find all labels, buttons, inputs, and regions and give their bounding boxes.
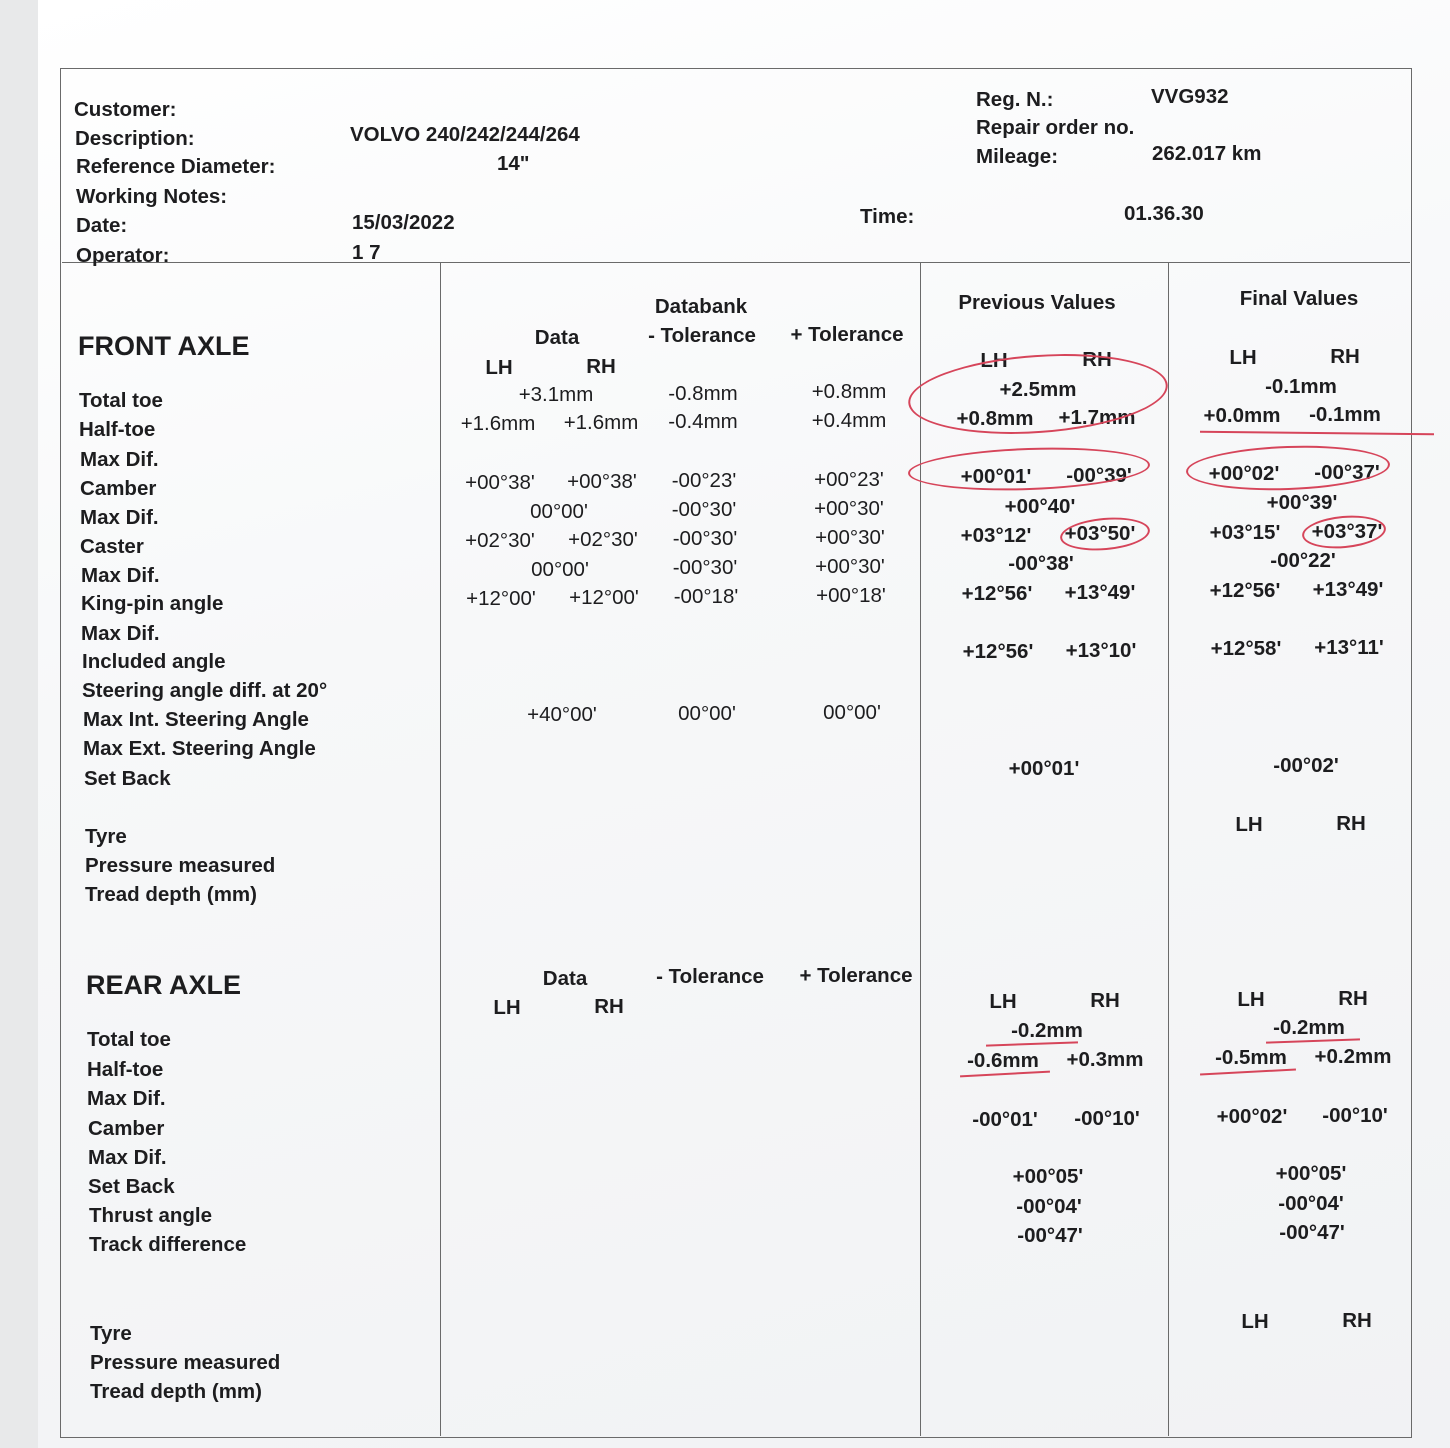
databank-camber-rh: +00°38' <box>567 470 637 493</box>
data-header: Data <box>534 326 580 349</box>
rear-final-tyre-lh: LH <box>1241 1310 1269 1333</box>
databank-lh-header: LH <box>485 356 513 379</box>
rear-databank-lh-header: LH <box>493 996 521 1019</box>
rear-final-lh-header: LH <box>1237 988 1265 1011</box>
front-set-back-label: Set Back <box>84 767 171 790</box>
databank-half-toe-plus: +0.4mm <box>811 409 887 432</box>
time-value: 01.36.30 <box>1124 202 1204 225</box>
previous-caster-lh: +03°12' <box>960 524 1032 547</box>
front-total-toe-label: Total toe <box>79 389 163 412</box>
final-caster-max: -00°22' <box>1270 549 1336 572</box>
final-caster-rh: +03°37' <box>1311 520 1383 543</box>
previous-lh-header: LH <box>980 349 1008 372</box>
rear-final-camber-lh: +00°02' <box>1216 1105 1288 1128</box>
rear-half-toe-label: Half-toe <box>87 1058 164 1081</box>
databank-caster-max-data: 00°00' <box>531 558 589 581</box>
front-half-toe-label: Half-toe <box>79 418 156 441</box>
previous-camber-max: +00°40' <box>1004 495 1076 518</box>
date-label: Date: <box>76 214 128 237</box>
databank-camber-minus: -00°23' <box>671 469 737 492</box>
front-pressure-label: Pressure measured <box>85 854 276 877</box>
rear-previous-camber-rh: -00°10' <box>1074 1107 1140 1130</box>
previous-values-header: Previous Values <box>958 291 1116 314</box>
description-value: VOLVO 240/242/244/264 <box>350 123 580 146</box>
previous-half-toe-rh: +1.7mm <box>1058 406 1136 429</box>
column-divider-previous <box>920 263 921 1436</box>
operator-value: 1 7 <box>352 241 381 264</box>
databank-caster-rh: +02°30' <box>568 528 638 551</box>
databank-rh-header: RH <box>586 355 616 378</box>
previous-total-toe: +2.5mm <box>999 378 1077 401</box>
databank-max-int-data: +40°00' <box>527 703 597 726</box>
rear-tyre-label: Tyre <box>90 1322 132 1345</box>
front-steer-diff-label: Steering angle diff. at 20° <box>82 679 328 702</box>
rear-tread-label: Tread depth (mm) <box>90 1380 262 1403</box>
front-max-dif-label: Max Dif. <box>80 448 159 471</box>
repair-order-label: Repair order no. <box>976 116 1135 139</box>
reference-diameter-value: 14" <box>497 152 530 175</box>
customer-label: Customer: <box>74 98 177 121</box>
previous-caster-max: -00°38' <box>1008 552 1074 575</box>
rear-total-toe-label: Total toe <box>87 1028 171 1051</box>
mileage-value: 262.017 km <box>1152 142 1262 165</box>
rear-max-dif-label: Max Dif. <box>88 1146 167 1169</box>
front-tyre-label: Tyre <box>85 825 127 848</box>
reference-diameter-label: Reference Diameter: <box>76 155 276 178</box>
final-kingpin-lh: +12°56' <box>1209 579 1281 602</box>
databank-half-toe-lh: +1.6mm <box>460 412 536 435</box>
rear-previous-track: -00°47' <box>1017 1224 1083 1247</box>
final-tyre-rh: RH <box>1336 812 1366 835</box>
final-set-back: -00°02' <box>1273 754 1339 777</box>
previous-camber-rh: -00°39' <box>1066 464 1132 487</box>
rear-pressure-label: Pressure measured <box>90 1351 281 1374</box>
final-tyre-lh: LH <box>1235 813 1263 836</box>
rear-previous-thrust: -00°04' <box>1016 1195 1082 1218</box>
databank-kingpin-plus: +00°18' <box>816 584 886 607</box>
previous-included-lh: +12°56' <box>962 640 1034 663</box>
final-included-lh: +12°58' <box>1210 637 1282 660</box>
rear-set-back-label: Set Back <box>88 1175 175 1198</box>
databank-caster-max-minus: -00°30' <box>672 556 738 579</box>
rear-axle-title: REAR AXLE <box>86 970 242 1000</box>
reg-label: Reg. N.: <box>976 88 1054 111</box>
databank-kingpin-lh: +12°00' <box>466 587 536 610</box>
final-values-header: Final Values <box>1239 287 1359 310</box>
column-divider-databank <box>440 263 441 1436</box>
previous-kingpin-rh: +13°49' <box>1064 581 1136 604</box>
final-caster-lh: +03°15' <box>1209 521 1281 544</box>
previous-included-rh: +13°10' <box>1065 639 1137 662</box>
front-kingpin-label: King-pin angle <box>81 592 224 615</box>
databank-camber-lh: +00°38' <box>465 471 535 494</box>
databank-kingpin-rh: +12°00' <box>569 586 639 609</box>
rear-camber-label: Camber <box>88 1117 165 1140</box>
front-max-ext-label: Max Ext. Steering Angle <box>83 737 316 760</box>
rear-plus-tolerance-header: + Tolerance <box>799 964 913 987</box>
working-notes-label: Working Notes: <box>76 185 228 208</box>
final-camber-rh: -00°37' <box>1314 461 1380 484</box>
minus-tolerance-header: - Tolerance <box>648 324 756 347</box>
final-kingpin-rh: +13°49' <box>1312 578 1384 601</box>
previous-half-toe-lh: +0.8mm <box>956 407 1034 430</box>
front-max-dif-label: Max Dif. <box>81 564 160 587</box>
final-half-toe-lh: +0.0mm <box>1203 404 1281 427</box>
rear-track-label: Track difference <box>89 1233 247 1256</box>
date-value: 15/03/2022 <box>352 211 455 234</box>
final-camber-max: +00°39' <box>1266 491 1338 514</box>
databank-caster-max-plus: +00°30' <box>815 555 885 578</box>
databank-camber-max-data: 00°00' <box>530 500 588 523</box>
databank-total-toe-minus: -0.8mm <box>668 382 738 405</box>
final-included-rh: +13°11' <box>1314 636 1384 659</box>
final-total-toe: -0.1mm <box>1265 375 1337 398</box>
rear-previous-camber-lh: -00°01' <box>972 1108 1038 1131</box>
front-included-angle-label: Included angle <box>82 650 226 673</box>
rear-final-total-toe: -0.2mm <box>1273 1016 1345 1039</box>
rear-final-tyre-rh: RH <box>1342 1309 1372 1332</box>
rear-previous-rh-header: RH <box>1090 989 1120 1012</box>
column-divider-final <box>1168 263 1169 1436</box>
previous-rh-header: RH <box>1082 348 1112 371</box>
final-camber-lh: +00°02' <box>1208 462 1280 485</box>
databank-header: Databank <box>654 295 748 318</box>
final-lh-header: LH <box>1229 346 1257 369</box>
databank-caster-minus: -00°30' <box>672 527 738 550</box>
rear-max-dif-label: Max Dif. <box>87 1087 166 1110</box>
rear-final-camber-rh: -00°10' <box>1322 1104 1388 1127</box>
reg-value: VVG932 <box>1151 85 1229 108</box>
databank-max-int-plus: 00°00' <box>823 701 881 724</box>
previous-set-back: +00°01' <box>1008 757 1080 780</box>
databank-camber-max-minus: -00°30' <box>671 498 737 521</box>
previous-kingpin-lh: +12°56' <box>961 582 1033 605</box>
rear-previous-set-back: +00°05' <box>1012 1165 1084 1188</box>
front-axle-title: FRONT AXLE <box>78 331 250 361</box>
plus-tolerance-header: + Tolerance <box>790 323 904 346</box>
rear-data-header: Data <box>542 967 588 990</box>
rear-final-thrust: -00°04' <box>1278 1192 1344 1215</box>
front-tread-label: Tread depth (mm) <box>85 883 257 906</box>
final-half-toe-rh: -0.1mm <box>1309 403 1381 426</box>
databank-half-toe-minus: -0.4mm <box>668 410 738 433</box>
databank-total-toe-plus: +0.8mm <box>811 380 887 403</box>
rear-final-half-toe-rh: +0.2mm <box>1314 1045 1392 1068</box>
rear-thrust-label: Thrust angle <box>89 1204 213 1227</box>
databank-camber-plus: +00°23' <box>814 468 884 491</box>
operator-label: Operator: <box>76 244 170 267</box>
front-max-dif-label: Max Dif. <box>80 506 159 529</box>
databank-caster-plus: +00°30' <box>815 526 885 549</box>
databank-half-toe-rh: +1.6mm <box>563 411 639 434</box>
rear-previous-total-toe: -0.2mm <box>1011 1019 1083 1042</box>
front-max-dif-label: Max Dif. <box>81 622 160 645</box>
databank-kingpin-minus: -00°18' <box>673 585 739 608</box>
description-label: Description: <box>75 127 195 150</box>
previous-camber-lh: +00°01' <box>960 465 1032 488</box>
databank-camber-max-plus: +00°30' <box>814 497 884 520</box>
final-rh-header: RH <box>1330 345 1360 368</box>
databank-max-int-minus: 00°00' <box>678 702 736 725</box>
front-caster-label: Caster <box>80 535 144 558</box>
rear-databank-rh-header: RH <box>594 995 624 1018</box>
databank-total-toe-data: +3.1mm <box>518 383 594 406</box>
rear-final-rh-header: RH <box>1338 987 1368 1010</box>
rear-final-track: -00°47' <box>1279 1221 1345 1244</box>
mileage-label: Mileage: <box>976 145 1059 168</box>
rear-final-half-toe-lh: -0.5mm <box>1215 1046 1287 1069</box>
rear-minus-tolerance-header: - Tolerance <box>656 965 764 988</box>
time-label: Time: <box>860 205 915 228</box>
front-camber-label: Camber <box>80 477 157 500</box>
rear-previous-lh-header: LH <box>989 990 1017 1013</box>
header-divider <box>62 262 1410 263</box>
previous-caster-rh: +03°50' <box>1064 522 1136 545</box>
front-max-int-label: Max Int. Steering Angle <box>83 708 309 731</box>
rear-previous-half-toe-rh: +0.3mm <box>1066 1048 1144 1071</box>
databank-caster-lh: +02°30' <box>465 529 535 552</box>
rear-previous-half-toe-lh: -0.6mm <box>967 1049 1039 1072</box>
rear-final-set-back: +00°05' <box>1275 1162 1347 1185</box>
